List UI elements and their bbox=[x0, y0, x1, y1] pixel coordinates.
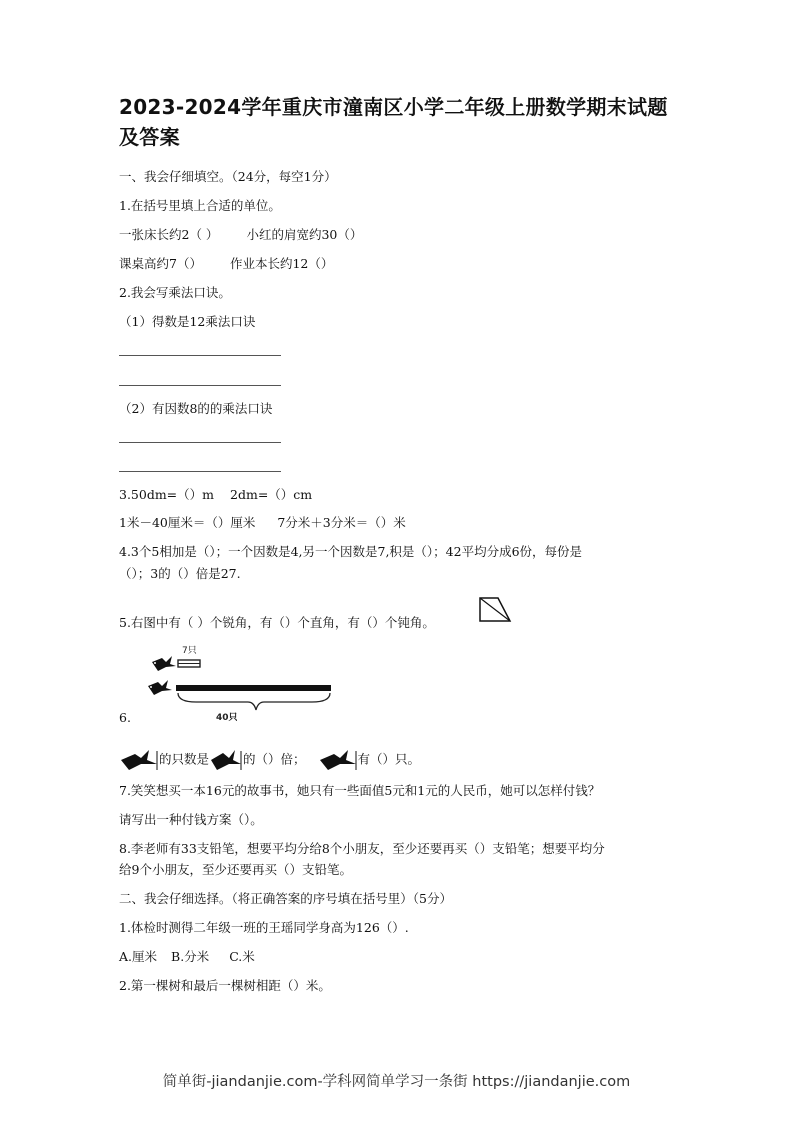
q6-text-a: 的只数是 bbox=[159, 751, 210, 767]
quadrilateral-figure bbox=[478, 596, 512, 624]
q7-line1: 7.笑笑想买一本16元的故事书，她只有一些面值5元和1元的人民币，她可以怎样付钱？ bbox=[119, 783, 601, 798]
q1-label: 1.在括号里填上合适的单位。 bbox=[119, 198, 281, 213]
q2-sub1: （1）得数是12乘法口诀 bbox=[119, 314, 256, 329]
magpie-icon bbox=[152, 656, 176, 671]
answer-line[interactable] bbox=[119, 471, 281, 472]
q1-row2 bbox=[119, 255, 333, 273]
s2-q1-label: 1.体检时测得二年级一班的王瑶同学身高为126（）. bbox=[119, 920, 409, 935]
q6-text-b: 的（）倍； bbox=[243, 751, 306, 767]
option-c: C.米 bbox=[229, 949, 255, 964]
answer-line[interactable] bbox=[119, 355, 281, 356]
option-b: B.分米 bbox=[171, 949, 210, 964]
long-bar-label: 40只 bbox=[216, 713, 238, 723]
footer-watermark: 简单街-jiandanjie.com-学科网简单学习一条街 https://jiandanjie.com bbox=[162, 1074, 631, 1090]
q2-label: 2.我会写乘法口诀。 bbox=[119, 285, 231, 300]
q3-dm-to-m: 3.50dm=（）m bbox=[119, 487, 215, 502]
q3-row1 bbox=[119, 486, 312, 504]
q3-decimeter-sum: 7分米＋3分米＝（）米 bbox=[277, 515, 406, 530]
magpie-icon bbox=[119, 748, 159, 772]
q7-line2: 请写出一种付钱方案（）。 bbox=[119, 812, 263, 827]
answer-line[interactable] bbox=[119, 385, 281, 386]
long-bar bbox=[176, 685, 331, 691]
s2-q2-label: 2.第一棵树和最后一棵树相距（）米。 bbox=[119, 978, 331, 993]
brace bbox=[178, 693, 330, 710]
magpie-bar-diagram bbox=[140, 640, 340, 725]
q6-text bbox=[119, 748, 420, 772]
q3-row2 bbox=[119, 514, 406, 532]
page-title: 2023-2024学年重庆市潼南区小学二年级上册数学期末试题及答案 bbox=[119, 95, 668, 149]
answer-line[interactable] bbox=[119, 442, 281, 443]
q8-line2: 给9个小朋友，至少还要再买（）支铅笔。 bbox=[119, 862, 352, 877]
s2-q1-options bbox=[119, 948, 255, 966]
q1-row1 bbox=[119, 226, 362, 244]
q5-text: 5.右图中有（ ）个锐角，有（）个直角，有（）个钝角。 bbox=[119, 615, 435, 630]
q1-shoulder-width: 小红的肩宽约30（） bbox=[246, 227, 363, 242]
magpie-icon bbox=[148, 680, 172, 695]
q3-dm-to-cm: 2dm=（）cm bbox=[230, 487, 313, 502]
magpie-icon bbox=[318, 748, 358, 772]
q6-number: 6. bbox=[119, 710, 131, 725]
q1-desk-height: 课桌高约7（） bbox=[119, 256, 202, 271]
section2-heading: 二、我会仔细选择。（将正确答案的序号填在括号里）（5分） bbox=[119, 891, 452, 906]
q4-line1: 4.3个5相加是（）；一个因数是4,另一个因数是7,积是（）；42平均分成6份，每份是 bbox=[119, 544, 583, 559]
q1-notebook-length: 作业本长约12（） bbox=[229, 256, 334, 271]
q8-line1: 8.李老师有33支铅笔，想要平均分给8个小朋友，至少还要再买（）支铅笔；想要平均分 bbox=[119, 841, 605, 856]
q3-meter-minus: 1米－40厘米＝（）厘米 bbox=[119, 515, 256, 530]
short-bar-label: 7只 bbox=[182, 646, 197, 656]
q2-sub2: （2）有因数8的的乘法口诀 bbox=[119, 401, 273, 416]
q4-line2: （）；3的（）倍是27. bbox=[119, 566, 241, 581]
magpie-icon bbox=[209, 748, 243, 772]
q1-bed-length: 一张床长约2（ ） bbox=[119, 227, 219, 242]
option-a: A.厘米 bbox=[119, 949, 158, 964]
section1-heading: 一、我会仔细填空。（24分，每空1分） bbox=[119, 169, 337, 184]
q6-text-c: 有（）只。 bbox=[357, 751, 421, 767]
